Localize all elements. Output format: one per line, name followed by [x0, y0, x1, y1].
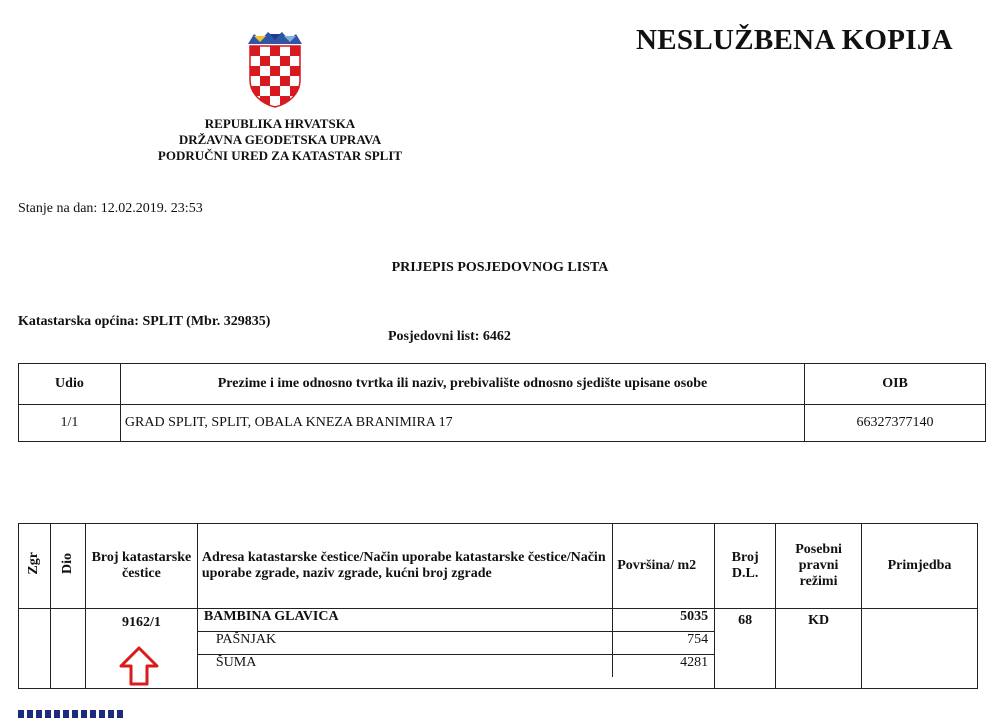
coat-of-arms-square — [260, 86, 270, 96]
parcels-table — [18, 523, 978, 689]
coat-of-arms-square — [260, 66, 270, 76]
coat-of-arms-square — [270, 86, 280, 96]
header-udio: Udio — [19, 364, 121, 405]
coat-of-arms-square — [290, 66, 300, 76]
coat-of-arms-icon — [244, 30, 306, 108]
header-posebni: Posebni pravni režimi — [776, 524, 862, 609]
header-broj-dl: Broj D.L. — [715, 524, 776, 609]
list-item — [198, 609, 714, 632]
cell-broj-cestice: 9162/1 — [85, 609, 197, 689]
coat-of-arms-square — [280, 76, 290, 86]
coat-of-arms-square — [280, 46, 290, 56]
header-dio — [50, 524, 85, 609]
coat-of-arms-square — [270, 76, 280, 86]
cell-udio: 1/1 — [19, 405, 121, 442]
header-zgr-text: Zgr — [26, 552, 42, 575]
cadastral-municipality: Katastarska općina: SPLIT (Mbr. 329835) — [18, 314, 271, 329]
coat-of-arms-square — [250, 56, 260, 66]
up-arrow-icon — [118, 645, 160, 687]
coat-of-arms-square — [270, 96, 280, 106]
footer-pattern — [18, 710, 124, 718]
agency-line-administration: DRŽAVNA GEODETSKA UPRAVA — [178, 132, 382, 147]
coat-of-arms-square — [280, 86, 290, 96]
cell-primjedba — [862, 609, 978, 689]
coat-of-arms-square — [270, 66, 280, 76]
coat-of-arms-square — [280, 106, 290, 108]
table-row — [19, 405, 986, 442]
usage-pasnjak: PAŠNJAK — [198, 632, 613, 655]
possession-sheet-number: Posjedovni list: 6462 — [388, 329, 511, 344]
header-povrsina: Površina/ m2 — [613, 524, 715, 609]
usage-pasnjak-area: 754 — [612, 632, 714, 655]
coat-of-arms-square — [260, 46, 270, 56]
header-zgr — [19, 524, 51, 609]
cell-oib: 66327377140 — [805, 405, 986, 442]
coat-of-arms-square — [290, 76, 300, 86]
usage-suma: ŠUMA — [198, 655, 613, 678]
cell-broj-dl: 68 — [715, 609, 776, 689]
cell-zgr — [19, 609, 51, 689]
header-naziv: Prezime i ime odnosno tvrtka ili naziv, prebivalište odnosno sjedište upisane osobe — [120, 364, 804, 405]
status-date: Stanje na dan: 12.02.2019. 23:53 — [18, 201, 203, 216]
owners-table — [18, 363, 986, 442]
cell-posebni: KD — [776, 609, 862, 689]
header-oib: OIB — [805, 364, 986, 405]
coat-of-arms-square — [250, 66, 260, 76]
list-item — [198, 655, 714, 678]
cell-adresa-povrsina — [197, 609, 714, 689]
parcel-area: 5035 — [612, 609, 714, 632]
parcel-name: BAMBINA GLAVICA — [198, 609, 613, 632]
table-row — [19, 609, 978, 689]
coat-of-arms-square — [280, 56, 290, 66]
list-item — [198, 632, 714, 655]
cell-dio — [50, 609, 85, 689]
agency-line-office: PODRUČNI URED ZA KATASTAR SPLIT — [157, 148, 403, 163]
header-primjedba: Primjedba — [862, 524, 978, 609]
unofficial-copy-heading: NESLUŽBENA KOPIJA — [636, 24, 953, 56]
cell-naziv: GRAD SPLIT, SPLIT, OBALA KNEZA BRANIMIRA 17 — [120, 405, 804, 442]
coat-of-arms-square — [260, 106, 270, 108]
coat-of-arms-square — [270, 56, 280, 66]
header-broj-cestice: Broj katastarske čestice — [85, 524, 197, 609]
parcels-header-row — [19, 524, 978, 609]
coat-of-arms-square — [250, 46, 260, 56]
coat-of-arms-square — [260, 76, 270, 86]
coat-of-arms-square — [290, 56, 300, 66]
parcel-usage-table — [198, 609, 714, 677]
owners-header-row — [19, 364, 986, 405]
agency-line-republic: REPUBLIKA HRVATSKA — [204, 116, 356, 131]
coat-of-arms-square — [270, 46, 280, 56]
coat-of-arms-square — [260, 56, 270, 66]
usage-suma-area: 4281 — [612, 655, 714, 678]
coat-of-arms-square — [290, 46, 300, 56]
document-title — [0, 260, 1000, 276]
coat-of-arms-square — [250, 76, 260, 86]
header-dio-text: Dio — [59, 553, 75, 574]
agency-block — [110, 116, 450, 164]
coat-of-arms-square — [250, 106, 260, 108]
coat-of-arms-square — [280, 66, 290, 76]
document-title-text: PRIJEPIS POSJEDOVNOG LISTA — [391, 260, 609, 275]
header-adresa: Adresa katastarske čestice/Način uporabe katastarske čestice/Način uporabe zgrade, naziv zgrade, kućni broj zgrade — [197, 524, 612, 609]
coat-of-arms-square — [290, 106, 300, 108]
